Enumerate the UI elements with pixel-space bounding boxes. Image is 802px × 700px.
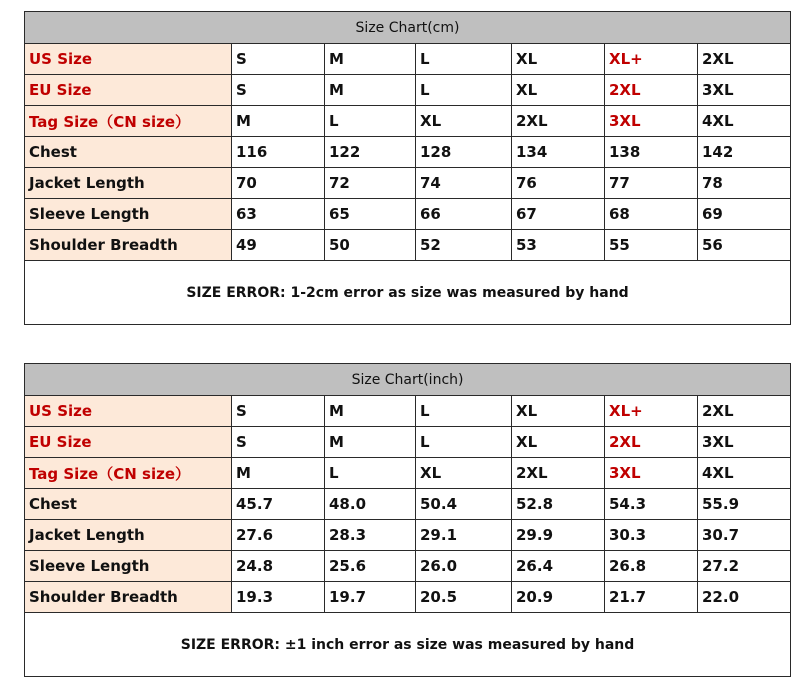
table-cell: 27.6 (232, 520, 325, 551)
table-cell: 72 (325, 168, 416, 199)
table-cell: 128 (416, 137, 512, 168)
table-row (25, 44, 791, 75)
table-row (25, 396, 791, 427)
row-label: Sleeve Length (25, 551, 232, 582)
table-cell: 138 (605, 137, 698, 168)
table-cell: 55 (605, 230, 698, 261)
table-cell: XL (416, 458, 512, 489)
row-label: Jacket Length (25, 168, 232, 199)
note-row (25, 613, 791, 677)
table-cell: 29.9 (512, 520, 605, 551)
table-cell: 24.8 (232, 551, 325, 582)
row-label: Chest (25, 489, 232, 520)
table-cell: L (416, 44, 512, 75)
table-cell: 29.1 (416, 520, 512, 551)
table-cell: 49 (232, 230, 325, 261)
table-cell: S (232, 75, 325, 106)
table-cell: M (325, 75, 416, 106)
table-cell: 52 (416, 230, 512, 261)
table-cell: 4XL (698, 106, 791, 137)
table-cell: 70 (232, 168, 325, 199)
table-cell: 78 (698, 168, 791, 199)
table-cell: 19.7 (325, 582, 416, 613)
table-cell: 26.4 (512, 551, 605, 582)
table-cell: 69 (698, 199, 791, 230)
table-cell: 122 (325, 137, 416, 168)
table-cell: M (325, 44, 416, 75)
table-cell: 67 (512, 199, 605, 230)
table-cell: XL (512, 396, 605, 427)
table-row (25, 168, 791, 199)
note-row (25, 261, 791, 325)
row-label: Shoulder Breadth (25, 230, 232, 261)
table-cell: L (416, 427, 512, 458)
size-table-inch (24, 363, 791, 677)
table-row (25, 458, 791, 489)
table-cell: 2XL (698, 396, 791, 427)
chart-title: Size Chart(cm) (25, 12, 791, 44)
table-cell: L (325, 106, 416, 137)
table-cell: 76 (512, 168, 605, 199)
table-cell: 48.0 (325, 489, 416, 520)
table-cell: 2XL (605, 75, 698, 106)
row-label: EU Size (25, 427, 232, 458)
table-row (25, 489, 791, 520)
table-cell: 116 (232, 137, 325, 168)
table-cell: 3XL (698, 427, 791, 458)
table-cell: S (232, 44, 325, 75)
size-chart-cm (24, 11, 790, 325)
table-cell: 3XL (605, 106, 698, 137)
table-cell: 2XL (512, 458, 605, 489)
table-cell: 26.0 (416, 551, 512, 582)
table-cell: 142 (698, 137, 791, 168)
table-cell: 20.5 (416, 582, 512, 613)
table-cell: 30.3 (605, 520, 698, 551)
table-row (25, 75, 791, 106)
size-table-cm (24, 11, 791, 325)
row-label: Tag Size（CN size） (25, 106, 232, 137)
table-row (25, 137, 791, 168)
table-cell: M (325, 427, 416, 458)
table-row (25, 427, 791, 458)
table-cell: XL+ (605, 396, 698, 427)
table-cell: 50 (325, 230, 416, 261)
table-cell: 2XL (512, 106, 605, 137)
row-label: EU Size (25, 75, 232, 106)
row-label: Chest (25, 137, 232, 168)
table-title-row (25, 12, 791, 44)
table-cell: XL (512, 427, 605, 458)
row-label: US Size (25, 44, 232, 75)
table-cell: 22.0 (698, 582, 791, 613)
table-cell: M (325, 396, 416, 427)
table-cell: 4XL (698, 458, 791, 489)
table-cell: 45.7 (232, 489, 325, 520)
size-error-note: SIZE ERROR: ±1 inch error as size was measured by hand (25, 613, 791, 677)
table-cell: 28.3 (325, 520, 416, 551)
table-row (25, 520, 791, 551)
table-cell: 3XL (698, 75, 791, 106)
table-cell: 21.7 (605, 582, 698, 613)
table-cell: 53 (512, 230, 605, 261)
table-cell: 20.9 (512, 582, 605, 613)
table-cell: 56 (698, 230, 791, 261)
table-cell: L (416, 396, 512, 427)
table-cell: 30.7 (698, 520, 791, 551)
table-cell: 25.6 (325, 551, 416, 582)
table-row (25, 230, 791, 261)
table-cell: 2XL (605, 427, 698, 458)
table-cell: 54.3 (605, 489, 698, 520)
size-error-note: SIZE ERROR: 1-2cm error as size was measured by hand (25, 261, 791, 325)
table-cell: 65 (325, 199, 416, 230)
row-label: Jacket Length (25, 520, 232, 551)
row-label: Tag Size（CN size） (25, 458, 232, 489)
table-cell: 19.3 (232, 582, 325, 613)
table-cell: 3XL (605, 458, 698, 489)
table-cell: XL (512, 75, 605, 106)
table-cell: XL+ (605, 44, 698, 75)
table-cell: 74 (416, 168, 512, 199)
table-cell: 52.8 (512, 489, 605, 520)
table-cell: L (416, 75, 512, 106)
table-row (25, 199, 791, 230)
size-chart-inch (24, 363, 790, 677)
table-cell: 68 (605, 199, 698, 230)
table-row (25, 582, 791, 613)
table-cell: S (232, 427, 325, 458)
row-label: US Size (25, 396, 232, 427)
table-cell: 26.8 (605, 551, 698, 582)
table-cell: 55.9 (698, 489, 791, 520)
table-cell: 63 (232, 199, 325, 230)
row-label: Shoulder Breadth (25, 582, 232, 613)
table-cell: 27.2 (698, 551, 791, 582)
table-cell: XL (416, 106, 512, 137)
row-label: Sleeve Length (25, 199, 232, 230)
chart-title: Size Chart(inch) (25, 364, 791, 396)
table-cell: 2XL (698, 44, 791, 75)
table-cell: M (232, 106, 325, 137)
table-cell: 77 (605, 168, 698, 199)
table-row (25, 106, 791, 137)
table-row (25, 551, 791, 582)
table-title-row (25, 364, 791, 396)
table-cell: 50.4 (416, 489, 512, 520)
table-cell: 66 (416, 199, 512, 230)
table-cell: M (232, 458, 325, 489)
table-cell: XL (512, 44, 605, 75)
table-cell: L (325, 458, 416, 489)
table-cell: S (232, 396, 325, 427)
table-cell: 134 (512, 137, 605, 168)
